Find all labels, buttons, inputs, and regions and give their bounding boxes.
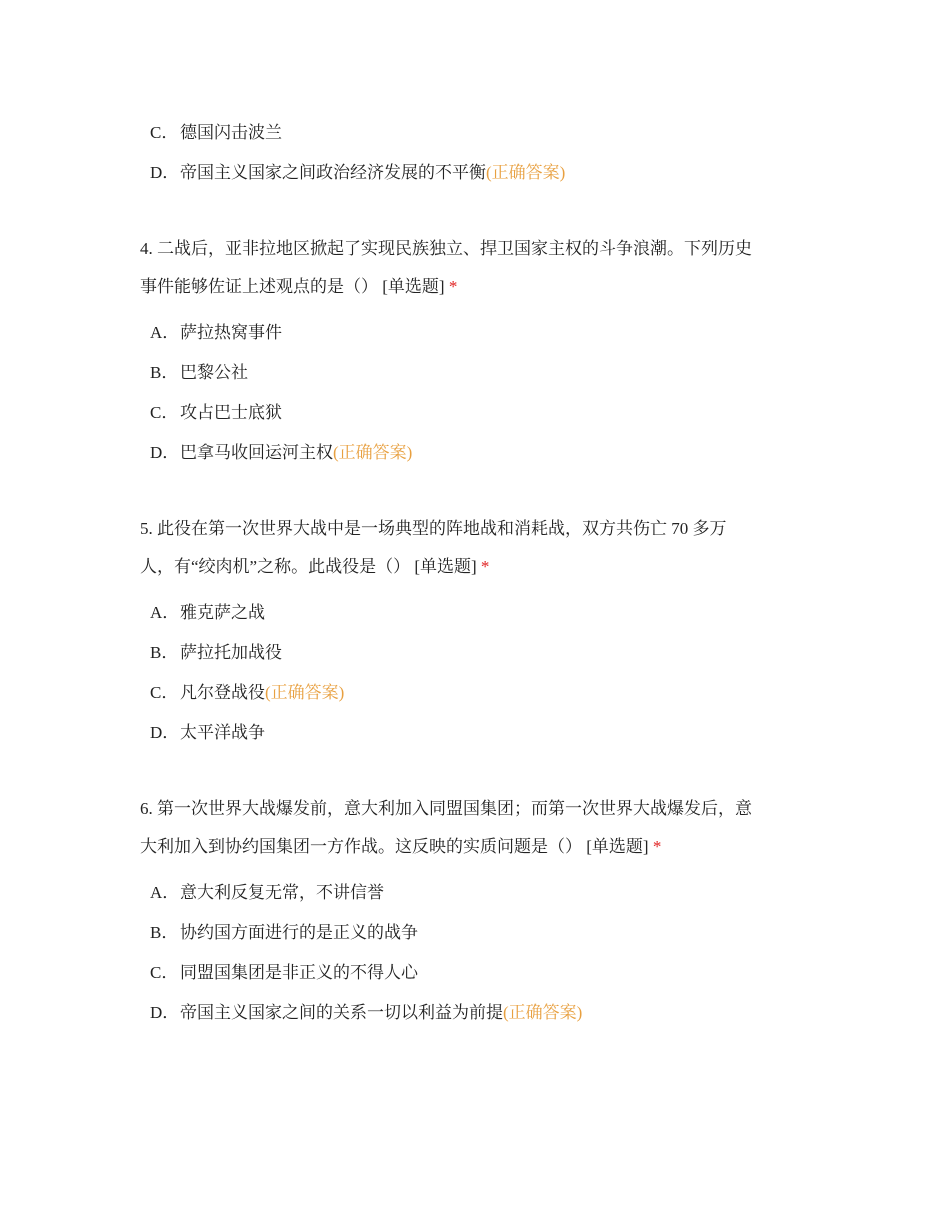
question-type: [单选题] [586, 837, 649, 856]
required-mark: * [480, 557, 490, 576]
question-text-line [140, 268, 830, 306]
option-letter: B． [150, 363, 179, 382]
q5-option-a [150, 601, 265, 625]
question-text: 事件能够佐证上述观点的是（） [140, 277, 378, 296]
option-text: 帝国主义国家之间政治经济发展的不平衡 [180, 163, 486, 182]
option-letter: A． [150, 603, 180, 622]
q6-option-b [150, 921, 418, 945]
question-text: 人，有“绞肉机”之称。此战役是（） [140, 557, 411, 576]
q4-option-b [150, 361, 248, 385]
q3-option-c [150, 121, 282, 145]
q4-option-d [150, 441, 412, 465]
option-text: 同盟国集团是非正义的不得人心 [180, 963, 418, 982]
q6-option-d [150, 1001, 582, 1025]
option-text: 帝国主义国家之间的关系一切以利益为前提 [180, 1003, 503, 1022]
option-text: 德国闪击波兰 [180, 123, 282, 142]
correct-answer-label: (正确答案) [486, 163, 566, 182]
option-text: 攻占巴士底狱 [180, 403, 282, 422]
question-text-line: 6. 第一次世界大战爆发前，意大利加入同盟国集团；而第一次世界大战爆发后，意 [140, 799, 752, 818]
question-text-line [140, 828, 830, 866]
q4-option-a [150, 321, 282, 345]
correct-answer-label: (正确答案) [333, 443, 413, 462]
q4-option-c [150, 401, 282, 425]
q5-option-c [150, 681, 344, 705]
option-letter: A． [150, 323, 180, 342]
question-text-line [140, 548, 830, 586]
question-text: 大利加入到协约国集团一方作战。这反映的实质问题是（） [140, 837, 582, 856]
question-4 [140, 230, 830, 306]
option-letter: D． [150, 723, 180, 742]
option-letter: B． [150, 643, 179, 662]
question-type: [单选题] [382, 277, 445, 296]
option-text: 太平洋战争 [180, 723, 265, 742]
option-text: 巴拿马收回运河主权 [180, 443, 333, 462]
option-text: 协约国方面进行的是正义的战争 [180, 923, 418, 942]
required-mark: * [652, 837, 662, 856]
option-text: 萨拉托加战役 [180, 643, 282, 662]
option-letter: C． [150, 683, 179, 702]
q6-option-c [150, 961, 418, 985]
question-5 [140, 510, 830, 586]
option-letter: C． [150, 123, 179, 142]
correct-answer-label: (正确答案) [265, 683, 345, 702]
option-text: 意大利反复无常，不讲信誉 [180, 883, 384, 902]
question-type: [单选题] [414, 557, 477, 576]
required-mark: * [448, 277, 458, 296]
option-text: 萨拉热窝事件 [180, 323, 282, 342]
option-letter: D． [150, 1003, 180, 1022]
correct-answer-label: (正确答案) [503, 1003, 583, 1022]
option-letter: B． [150, 923, 179, 942]
q3-option-d [150, 161, 565, 185]
option-letter: D． [150, 163, 180, 182]
q5-option-d [150, 721, 265, 745]
option-letter: C． [150, 963, 179, 982]
option-letter: A． [150, 883, 180, 902]
q6-option-a [150, 881, 384, 905]
option-letter: C． [150, 403, 179, 422]
question-text-line: 5. 此役在第一次世界大战中是一场典型的阵地战和消耗战，双方共伤亡 70 多万 [140, 519, 727, 538]
option-text: 巴黎公社 [180, 363, 248, 382]
q5-option-b [150, 641, 282, 665]
option-letter: D． [150, 443, 180, 462]
option-text: 雅克萨之战 [180, 603, 265, 622]
question-6 [140, 790, 830, 866]
question-text-line: 4. 二战后，亚非拉地区掀起了实现民族独立、捍卫国家主权的斗争浪潮。下列历史 [140, 239, 752, 258]
option-text: 凡尔登战役 [180, 683, 265, 702]
